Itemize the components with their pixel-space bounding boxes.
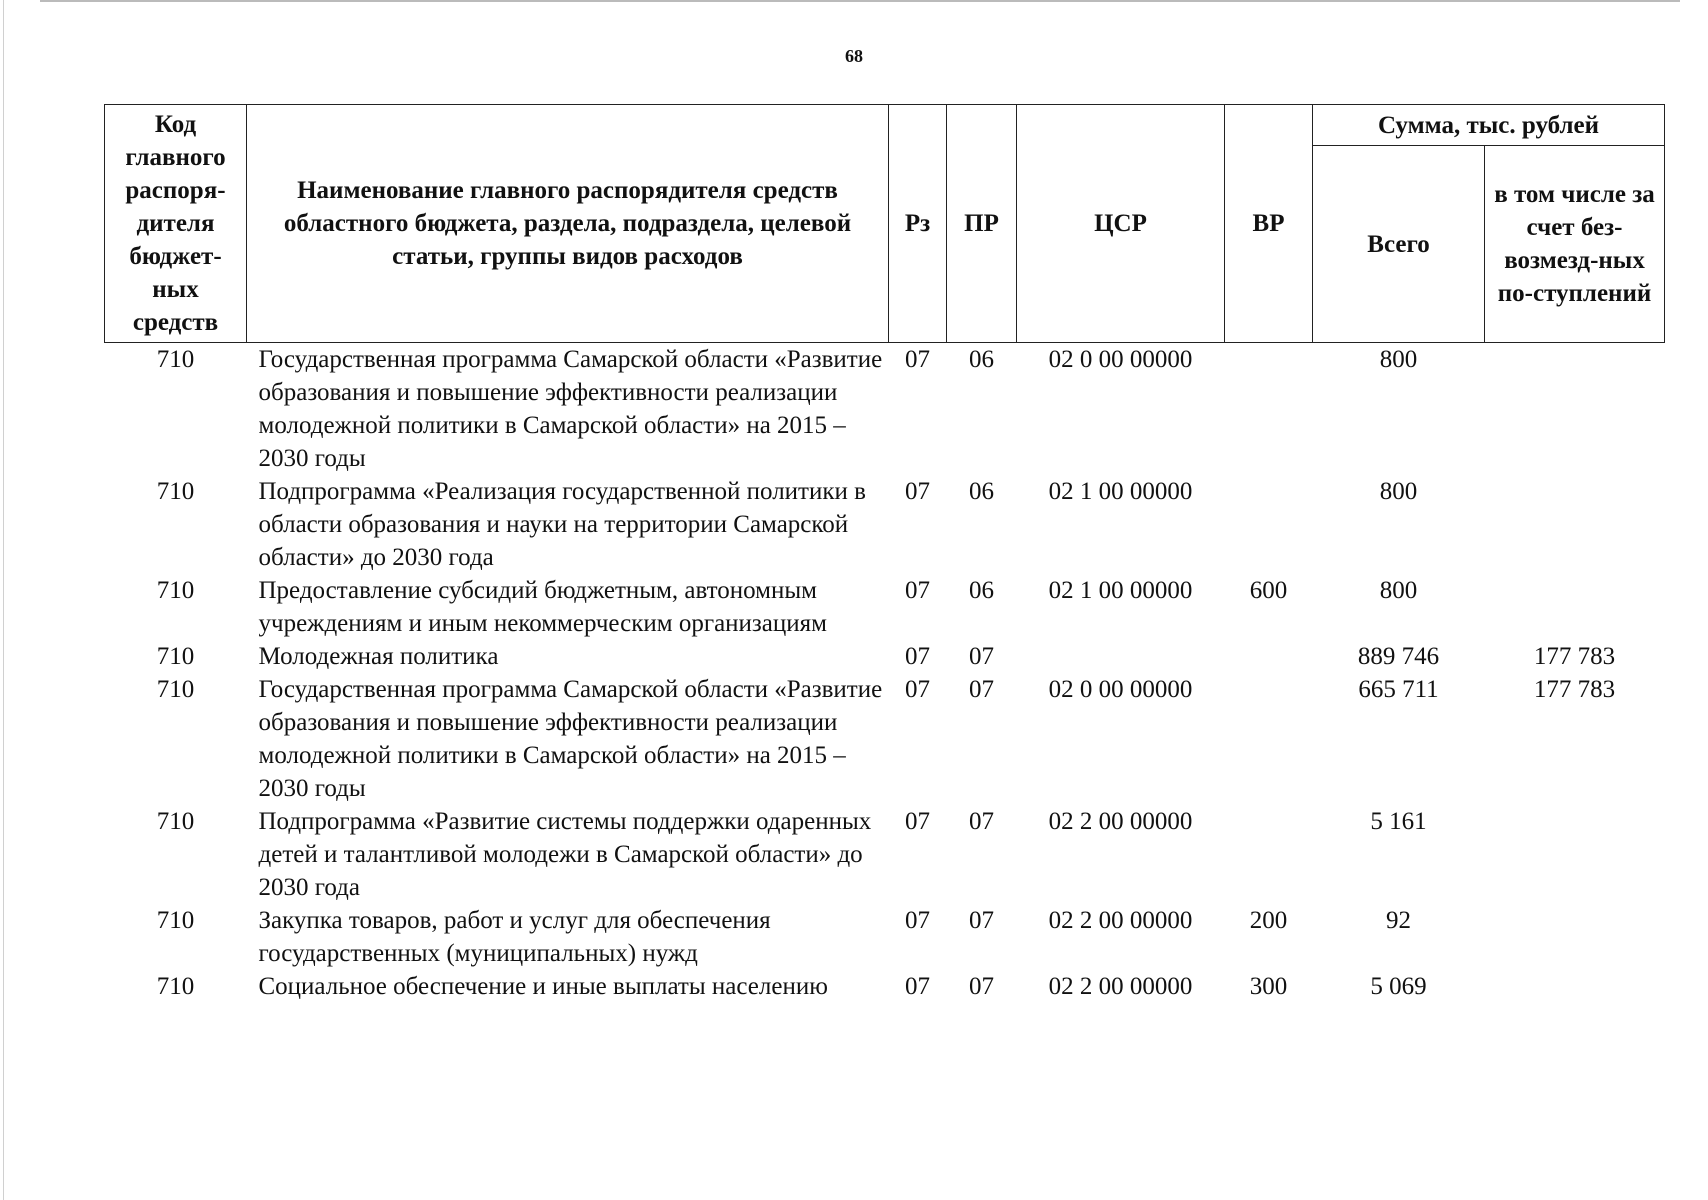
header-vr: ВР	[1225, 105, 1313, 343]
scan-top-edge	[40, 0, 1680, 2]
header-rz: Рз	[889, 105, 947, 343]
cell-vr	[1225, 343, 1313, 476]
cell-name: Подпрограмма «Развитие системы поддержки одаренных детей и талантливой молодежи в Самарской области» до 2030 года	[258, 808, 872, 901]
cell-name: Государственная программа Самарской области «Развитие образования и повышение эффективности реализации молодежной политики в Самарской области» на 2015 – 2030 годы	[258, 346, 883, 472]
cell-total: 5 069	[1370, 973, 1427, 1000]
cell-vr	[1225, 475, 1313, 574]
table-row	[105, 904, 1665, 970]
cell-code: 710	[156, 907, 195, 934]
table-header	[105, 105, 1665, 343]
cell-csr: 02 0 00 00000	[1048, 346, 1193, 373]
header-code: Код главного распоря-дителя бюджет-ных средств	[105, 105, 247, 343]
header-total: Всего	[1313, 146, 1485, 343]
cell-code: 710	[156, 478, 195, 505]
header-grant: в том числе за счет без-возмезд-ных по-ступлений	[1485, 146, 1665, 343]
cell-csr	[1017, 640, 1225, 673]
cell-vr: 600	[1249, 577, 1288, 604]
table-row	[105, 805, 1665, 904]
cell-name: Социальное обеспечение и иные выплаты населению	[258, 973, 828, 1000]
cell-rz: 07	[905, 676, 930, 703]
cell-pr: 07	[969, 808, 994, 835]
cell-grant	[1485, 805, 1665, 904]
cell-grant	[1485, 343, 1665, 476]
cell-pr: 07	[969, 907, 994, 934]
cell-rz: 07	[905, 808, 930, 835]
cell-grant	[1485, 574, 1665, 640]
cell-rz: 07	[905, 973, 930, 1000]
cell-csr: 02 0 00 00000	[1048, 676, 1193, 703]
cell-vr	[1225, 673, 1313, 805]
cell-grant: 177 783	[1533, 643, 1616, 670]
header-sum-group: Сумма, тыс. рублей	[1313, 105, 1665, 146]
table-row	[105, 475, 1665, 574]
cell-pr: 06	[969, 577, 994, 604]
cell-vr	[1225, 640, 1313, 673]
cell-grant	[1485, 904, 1665, 970]
table-row	[105, 970, 1665, 1003]
cell-rz: 07	[905, 478, 930, 505]
cell-vr	[1225, 805, 1313, 904]
cell-total: 665 711	[1358, 676, 1439, 703]
cell-vr: 300	[1249, 973, 1288, 1000]
cell-csr: 02 2 00 00000	[1048, 808, 1193, 835]
table-row	[105, 673, 1665, 805]
cell-code: 710	[156, 643, 195, 670]
page-number: 68	[845, 46, 863, 66]
cell-code: 710	[156, 808, 195, 835]
cell-vr: 200	[1249, 907, 1288, 934]
cell-total: 889 746	[1357, 643, 1440, 670]
cell-csr: 02 2 00 00000	[1048, 907, 1193, 934]
cell-code: 710	[156, 973, 195, 1000]
cell-pr: 07	[969, 676, 994, 703]
table-body	[105, 343, 1665, 1004]
cell-pr: 06	[969, 478, 994, 505]
cell-rz: 07	[905, 346, 930, 373]
budget-expenditure-table	[104, 104, 1665, 1003]
cell-total: 5 161	[1370, 808, 1427, 835]
cell-csr: 02 1 00 00000	[1048, 478, 1193, 505]
header-name: Наименование главного распорядителя средств областного бюджета, раздела, подраздела, целевой статьи, группы видов расходов	[247, 105, 889, 343]
cell-rz: 07	[905, 577, 930, 604]
header-csr: ЦСР	[1017, 105, 1225, 343]
cell-code: 710	[156, 676, 195, 703]
table-row	[105, 640, 1665, 673]
cell-name: Закупка товаров, работ и услуг для обеспечения государственных (муниципальных) нужд	[258, 907, 771, 967]
cell-total: 800	[1379, 346, 1418, 373]
cell-code: 710	[156, 346, 195, 373]
cell-pr: 07	[969, 643, 994, 670]
header-pr: ПР	[947, 105, 1017, 343]
cell-pr: 07	[969, 973, 994, 1000]
cell-name: Молодежная политика	[258, 643, 499, 670]
cell-name: Предоставление субсидий бюджетным, автономным учреждениям и иным некоммерческим организациям	[258, 577, 827, 637]
cell-total: 92	[1386, 907, 1411, 934]
cell-total: 800	[1379, 577, 1418, 604]
cell-csr: 02 1 00 00000	[1048, 577, 1193, 604]
cell-pr: 06	[969, 346, 994, 373]
cell-grant	[1485, 475, 1665, 574]
cell-grant	[1485, 970, 1665, 1003]
table-row	[105, 574, 1665, 640]
cell-name: Государственная программа Самарской области «Развитие образования и повышение эффективности реализации молодежной политики в Самарской области» на 2015 – 2030 годы	[258, 676, 883, 802]
cell-code: 710	[156, 577, 195, 604]
cell-rz: 07	[905, 643, 930, 670]
cell-csr: 02 2 00 00000	[1048, 973, 1193, 1000]
cell-rz: 07	[905, 907, 930, 934]
cell-grant: 177 783	[1533, 676, 1616, 703]
scan-left-edge	[3, 0, 4, 1200]
table-row	[105, 343, 1665, 476]
cell-name: Подпрограмма «Реализация государственной политики в области образования и науки на территории Самарской области» до 2030 года	[258, 478, 866, 571]
cell-total: 800	[1379, 478, 1418, 505]
